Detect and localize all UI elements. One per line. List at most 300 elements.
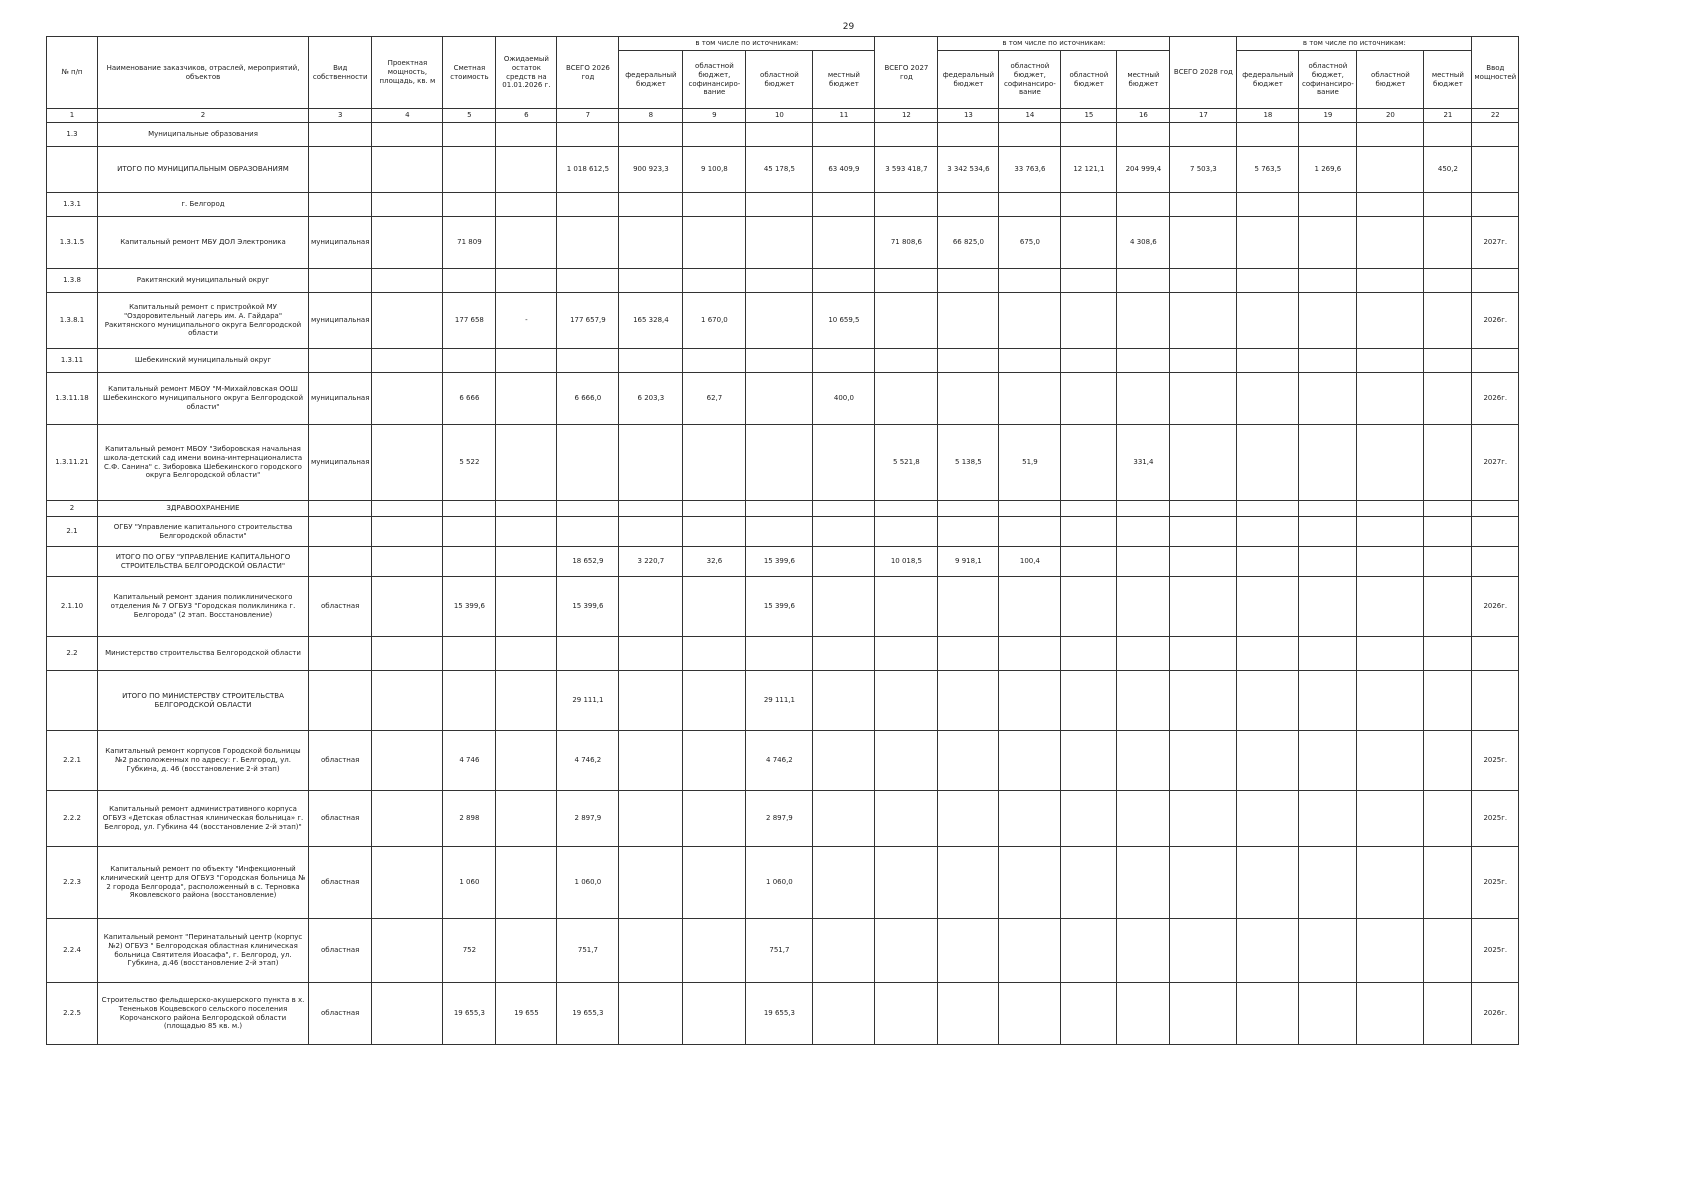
commissioning-cell: 2026г. <box>1472 983 1519 1045</box>
row-number-cell <box>47 547 98 577</box>
header-federal-2026: федеральный бюджет <box>619 51 683 109</box>
table-cell <box>1424 637 1472 671</box>
row-number-cell: 2.1 <box>47 517 98 547</box>
row-number-cell: 1.3.8 <box>47 269 98 293</box>
table-cell <box>557 123 619 147</box>
table-cell <box>557 269 619 293</box>
column-number: 19 <box>1299 109 1357 123</box>
table-cell <box>683 425 746 501</box>
table-cell <box>1170 637 1237 671</box>
table-cell <box>1170 671 1237 731</box>
table-cell: 5 522 <box>443 425 496 501</box>
table-cell <box>813 731 875 791</box>
table-cell <box>683 217 746 269</box>
table-cell <box>683 671 746 731</box>
table-cell: 10 659,5 <box>813 293 875 349</box>
table-cell <box>557 349 619 373</box>
table-cell <box>1170 847 1237 919</box>
header-local-2027: местный бюджет <box>1117 51 1170 109</box>
ownership-cell <box>309 147 372 193</box>
table-cell <box>496 147 557 193</box>
ownership-cell: муниципальная <box>309 373 372 425</box>
table-cell <box>746 517 813 547</box>
table-cell <box>1117 671 1170 731</box>
column-number: 13 <box>938 109 999 123</box>
table-row <box>47 217 1519 269</box>
table-cell <box>372 919 443 983</box>
table-cell <box>875 983 938 1045</box>
table-cell <box>1061 983 1117 1045</box>
commissioning-cell <box>1472 517 1519 547</box>
table-cell <box>1117 637 1170 671</box>
table-cell <box>1299 349 1357 373</box>
table-cell <box>938 501 999 517</box>
table-cell <box>683 847 746 919</box>
table-cell <box>938 373 999 425</box>
table-cell <box>372 425 443 501</box>
table-cell <box>1170 373 1237 425</box>
table-cell: 62,7 <box>683 373 746 425</box>
table-cell <box>372 349 443 373</box>
commissioning-cell <box>1472 637 1519 671</box>
table-cell <box>683 919 746 983</box>
header-local-2026: местный бюджет <box>813 51 875 109</box>
table-cell: 2 898 <box>443 791 496 847</box>
table-cell <box>938 517 999 547</box>
table-cell <box>1424 919 1472 983</box>
table-cell <box>1170 731 1237 791</box>
ownership-cell <box>309 501 372 517</box>
row-number-cell: 1.3.1 <box>47 193 98 217</box>
ownership-cell <box>309 671 372 731</box>
table-cell <box>1061 425 1117 501</box>
row-name-cell: Капитальный ремонт с пристройкой МУ "Оздоровительный лагерь им. А. Гайдара" Ракитянского муниципального округа Белгородской области <box>98 293 309 349</box>
table-cell <box>813 791 875 847</box>
table-cell <box>938 983 999 1045</box>
total-row <box>47 147 1519 193</box>
table-cell <box>1424 293 1472 349</box>
table-cell <box>1117 983 1170 1045</box>
table-cell: 900 923,3 <box>619 147 683 193</box>
table-cell <box>999 373 1061 425</box>
section-row <box>47 123 1519 147</box>
table-cell <box>875 193 938 217</box>
column-number: 18 <box>1237 109 1299 123</box>
table-cell <box>1061 577 1117 637</box>
table-cell <box>999 501 1061 517</box>
table-cell <box>557 637 619 671</box>
ownership-cell <box>309 547 372 577</box>
column-number: 11 <box>813 109 875 123</box>
table-cell <box>1117 193 1170 217</box>
table-cell <box>372 501 443 517</box>
table-cell <box>813 349 875 373</box>
table-cell <box>1424 731 1472 791</box>
table-cell: 4 746,2 <box>746 731 813 791</box>
table-cell <box>1061 501 1117 517</box>
row-name-cell: Строительство фельдшерско-акушерского пункта в х. Тененьков Коцвевского сельского поселения Корочанского района Белгородской области (площадью 85 кв. м.) <box>98 983 309 1045</box>
row-name-cell: ЗДРАВООХРАНЕНИЕ <box>98 501 309 517</box>
table-cell <box>1117 847 1170 919</box>
table-cell: 45 178,5 <box>746 147 813 193</box>
row-number-cell <box>47 671 98 731</box>
row-number-cell: 2.1.10 <box>47 577 98 637</box>
table-cell <box>443 501 496 517</box>
table-cell <box>443 349 496 373</box>
table-row <box>47 293 1519 349</box>
table-cell <box>496 217 557 269</box>
table-row <box>47 731 1519 791</box>
table-cell <box>1357 791 1424 847</box>
table-cell <box>557 517 619 547</box>
table-cell <box>496 731 557 791</box>
table-cell: - <box>496 293 557 349</box>
table-cell <box>1237 671 1299 731</box>
header-federal-2028: федеральный бюджет <box>1237 51 1299 109</box>
header-local-2028: местный бюджет <box>1424 51 1472 109</box>
table-cell <box>1357 269 1424 293</box>
table-cell <box>1061 293 1117 349</box>
table-cell: 3 593 418,7 <box>875 147 938 193</box>
ownership-cell: областная <box>309 919 372 983</box>
table-cell: 10 018,5 <box>875 547 938 577</box>
table-cell <box>1424 791 1472 847</box>
table-cell <box>1061 919 1117 983</box>
table-cell: 1 269,6 <box>1299 147 1357 193</box>
table-cell: 15 399,6 <box>746 547 813 577</box>
table-cell <box>496 269 557 293</box>
row-name-cell: Капитальный ремонт здания поликлинического отделения № 7 ОГБУЗ "Городская поликлиника г. Белгорода" (2 этап. Восстановление) <box>98 577 309 637</box>
row-number-cell: 2.2.5 <box>47 983 98 1045</box>
commissioning-cell: 2025г. <box>1472 731 1519 791</box>
table-cell: 32,6 <box>683 547 746 577</box>
table-cell <box>1357 983 1424 1045</box>
commissioning-cell <box>1472 349 1519 373</box>
row-name-cell: Ракитянский муниципальный округ <box>98 269 309 293</box>
column-number: 20 <box>1357 109 1424 123</box>
table-cell <box>999 791 1061 847</box>
table-cell <box>999 517 1061 547</box>
table-cell <box>1357 517 1424 547</box>
table-cell <box>372 547 443 577</box>
table-cell <box>1299 217 1357 269</box>
table-cell <box>1357 671 1424 731</box>
header-regional-cofin-2026: областной бюджет, софинансиро-вание <box>683 51 746 109</box>
table-cell <box>1061 847 1117 919</box>
table-cell <box>619 349 683 373</box>
table-cell <box>443 547 496 577</box>
column-number: 1 <box>47 109 98 123</box>
table-cell: 33 763,6 <box>999 147 1061 193</box>
table-row <box>47 577 1519 637</box>
table-cell <box>1357 847 1424 919</box>
table-cell <box>1424 373 1472 425</box>
table-cell <box>1299 847 1357 919</box>
table-cell <box>746 293 813 349</box>
table-cell <box>496 671 557 731</box>
ownership-cell: муниципальная <box>309 425 372 501</box>
table-cell <box>813 269 875 293</box>
table-cell <box>813 517 875 547</box>
commissioning-cell <box>1472 123 1519 147</box>
table-cell <box>1357 501 1424 517</box>
table-cell <box>813 193 875 217</box>
table-cell: 29 111,1 <box>746 671 813 731</box>
header-name: Наименование заказчиков, отраслей, мероприятий, объектов <box>98 37 309 109</box>
table-cell <box>999 293 1061 349</box>
table-cell <box>938 791 999 847</box>
table-cell: 19 655 <box>496 983 557 1045</box>
table-cell <box>938 123 999 147</box>
table-cell: 3 342 534,6 <box>938 147 999 193</box>
table-cell <box>619 123 683 147</box>
table-cell <box>1061 547 1117 577</box>
row-number-cell: 1.3.11.21 <box>47 425 98 501</box>
table-cell <box>813 123 875 147</box>
table-cell <box>1117 731 1170 791</box>
table-cell <box>1170 983 1237 1045</box>
table-cell <box>1237 791 1299 847</box>
table-cell <box>372 847 443 919</box>
table-cell: 63 409,9 <box>813 147 875 193</box>
table-cell <box>683 517 746 547</box>
row-name-cell: ОГБУ "Управление капитального строительства Белгородской области" <box>98 517 309 547</box>
table-cell: 100,4 <box>999 547 1061 577</box>
table-cell <box>372 373 443 425</box>
table-cell <box>1357 731 1424 791</box>
column-number: 15 <box>1061 109 1117 123</box>
table-cell <box>1061 217 1117 269</box>
table-cell <box>1299 517 1357 547</box>
table-cell <box>813 425 875 501</box>
table-cell: 165 328,4 <box>619 293 683 349</box>
table-cell <box>999 637 1061 671</box>
table-cell <box>683 791 746 847</box>
table-cell <box>938 919 999 983</box>
table-cell <box>999 577 1061 637</box>
table-cell <box>683 269 746 293</box>
table-cell <box>372 217 443 269</box>
table-cell <box>938 349 999 373</box>
table-cell <box>1170 217 1237 269</box>
column-number: 7 <box>557 109 619 123</box>
table-cell <box>1424 577 1472 637</box>
section-row <box>47 637 1519 671</box>
table-cell <box>683 193 746 217</box>
row-number-cell: 1.3 <box>47 123 98 147</box>
table-cell <box>1424 547 1472 577</box>
table-cell <box>938 193 999 217</box>
table-row <box>47 847 1519 919</box>
table-cell <box>1357 193 1424 217</box>
table-cell <box>1424 193 1472 217</box>
ownership-cell <box>309 193 372 217</box>
table-cell <box>875 349 938 373</box>
table-cell: 752 <box>443 919 496 983</box>
commissioning-cell <box>1472 147 1519 193</box>
table-cell <box>875 637 938 671</box>
column-number: 2 <box>98 109 309 123</box>
table-cell: 1 018 612,5 <box>557 147 619 193</box>
table-cell <box>813 671 875 731</box>
table-cell <box>1237 983 1299 1045</box>
table-cell: 6 203,3 <box>619 373 683 425</box>
header-regional-cofin-2027: областной бюджет, софинансиро-вание <box>999 51 1061 109</box>
table-cell <box>813 547 875 577</box>
table-cell <box>1357 577 1424 637</box>
table-cell <box>683 731 746 791</box>
table-cell <box>372 731 443 791</box>
table-cell <box>875 919 938 983</box>
table-cell <box>557 501 619 517</box>
table-cell <box>875 269 938 293</box>
table-cell: 1 060,0 <box>557 847 619 919</box>
row-name-cell: Капитальный ремонт МБОУ "М-Михайловская ООШ Шебекинского муниципального округа Белгородской области" <box>98 373 309 425</box>
table-cell: 675,0 <box>999 217 1061 269</box>
table-cell <box>619 983 683 1045</box>
table-cell <box>938 731 999 791</box>
table-cell: 5 763,5 <box>1237 147 1299 193</box>
table-cell <box>1357 425 1424 501</box>
row-name-cell: Муниципальные образования <box>98 123 309 147</box>
table-body <box>47 123 1519 1045</box>
table-cell <box>1357 147 1424 193</box>
table-cell <box>443 193 496 217</box>
table-cell <box>1357 217 1424 269</box>
header-regional-2026: областной бюджет <box>746 51 813 109</box>
table-cell <box>1237 193 1299 217</box>
table-cell <box>619 269 683 293</box>
table-cell <box>372 293 443 349</box>
table-cell <box>496 577 557 637</box>
commissioning-cell: 2027г. <box>1472 217 1519 269</box>
table-cell <box>999 847 1061 919</box>
table-cell <box>683 349 746 373</box>
table-cell <box>1170 517 1237 547</box>
column-number: 21 <box>1424 109 1472 123</box>
table-cell <box>1299 373 1357 425</box>
table-cell <box>813 217 875 269</box>
table-cell <box>619 193 683 217</box>
table-cell <box>938 847 999 919</box>
table-cell <box>683 983 746 1045</box>
table-cell <box>1061 671 1117 731</box>
commissioning-cell <box>1472 671 1519 731</box>
table-cell: 1 670,0 <box>683 293 746 349</box>
table-cell <box>496 425 557 501</box>
table-cell <box>875 373 938 425</box>
header-sources-2026: в том числе по источникам: <box>619 37 875 51</box>
row-number-cell: 1.3.1.5 <box>47 217 98 269</box>
table-cell: 400,0 <box>813 373 875 425</box>
table-cell <box>683 577 746 637</box>
table-cell <box>875 791 938 847</box>
table-cell <box>443 637 496 671</box>
table-cell <box>1170 919 1237 983</box>
table-cell <box>999 269 1061 293</box>
table-cell <box>1170 791 1237 847</box>
column-number: 9 <box>683 109 746 123</box>
row-name-cell: Капитальный ремонт корпусов Городской больницы №2 расположенных по адресу: г. Белгород, ул. Губкина, д. 46 (восстановление 2-й этап) <box>98 731 309 791</box>
table-cell <box>1424 217 1472 269</box>
header-total-2026: ВСЕГО 2026 год <box>557 37 619 109</box>
table-cell <box>1061 731 1117 791</box>
table-cell <box>443 147 496 193</box>
table-cell: 4 746 <box>443 731 496 791</box>
row-number-cell: 2 <box>47 501 98 517</box>
table-cell: 6 666 <box>443 373 496 425</box>
table-cell <box>999 123 1061 147</box>
table-cell <box>999 983 1061 1045</box>
table-cell: 18 652,9 <box>557 547 619 577</box>
table-cell <box>1117 577 1170 637</box>
table-cell: 29 111,1 <box>557 671 619 731</box>
table-cell <box>372 983 443 1045</box>
table-cell <box>1237 731 1299 791</box>
table-cell <box>496 349 557 373</box>
table-cell <box>999 919 1061 983</box>
table-cell <box>1117 123 1170 147</box>
table-cell <box>813 637 875 671</box>
table-cell <box>1170 123 1237 147</box>
table-cell <box>875 577 938 637</box>
ownership-cell: муниципальная <box>309 293 372 349</box>
table-cell <box>1299 637 1357 671</box>
row-number-cell: 2.2.3 <box>47 847 98 919</box>
table-cell <box>746 123 813 147</box>
table-cell <box>1237 123 1299 147</box>
table-cell <box>938 269 999 293</box>
table-cell: 19 655,3 <box>557 983 619 1045</box>
column-number: 8 <box>619 109 683 123</box>
commissioning-cell <box>1472 193 1519 217</box>
header-regional-cofin-2028: областной бюджет, софинансиро-вание <box>1299 51 1357 109</box>
ownership-cell: областная <box>309 847 372 919</box>
table-cell <box>1299 547 1357 577</box>
header-federal-2027: федеральный бюджет <box>938 51 999 109</box>
header-expected-balance: Ожидаемый остаток средств на 01.01.2026 г. <box>496 37 557 109</box>
table-cell <box>1117 919 1170 983</box>
table-cell: 4 746,2 <box>557 731 619 791</box>
table-cell <box>1170 293 1237 349</box>
row-name-cell: Капитальный ремонт административного корпуса ОГБУЗ «Детская областная клиническая больница» г. Белгород, ул. Губкина 44 (восстановление 2-й этап)" <box>98 791 309 847</box>
total-row <box>47 547 1519 577</box>
investment-table <box>46 36 1519 1045</box>
table-cell <box>372 577 443 637</box>
row-name-cell: Капитальный ремонт МБУ ДОЛ Электроника <box>98 217 309 269</box>
table-cell <box>1357 919 1424 983</box>
table-cell <box>1424 123 1472 147</box>
table-cell <box>372 671 443 731</box>
table-cell <box>1357 637 1424 671</box>
column-number: 3 <box>309 109 372 123</box>
table-cell <box>619 637 683 671</box>
row-number-cell: 1.3.11.18 <box>47 373 98 425</box>
column-number: 17 <box>1170 109 1237 123</box>
table-cell: 2 897,9 <box>557 791 619 847</box>
commissioning-cell: 2025г. <box>1472 847 1519 919</box>
header-regional-2027: областной бюджет <box>1061 51 1117 109</box>
column-number: 5 <box>443 109 496 123</box>
row-number-cell: 1.3.11 <box>47 349 98 373</box>
column-number: 4 <box>372 109 443 123</box>
row-name-cell: ИТОГО ПО МИНИСТЕРСТВУ СТРОИТЕЛЬСТВА БЕЛГОРОДСКОЙ ОБЛАСТИ <box>98 671 309 731</box>
table-cell <box>813 919 875 983</box>
commissioning-cell <box>1472 547 1519 577</box>
table-cell: 1 060,0 <box>746 847 813 919</box>
header-no: № п/п <box>47 37 98 109</box>
ownership-cell <box>309 637 372 671</box>
